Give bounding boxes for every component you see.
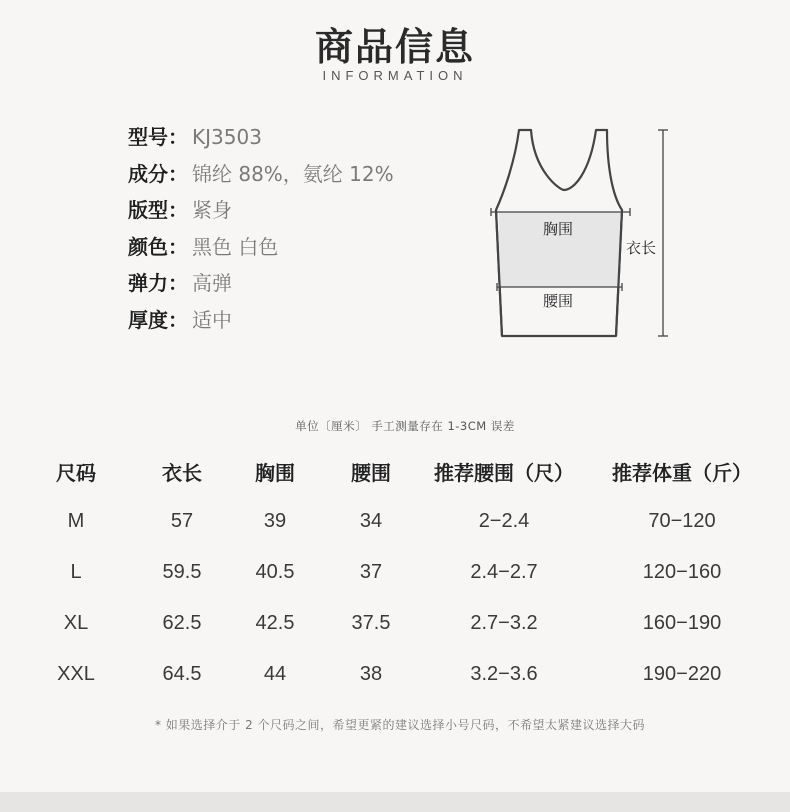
spec-label: 弹力： <box>128 271 188 295</box>
cell-recommended-waist: 2.7−3.2 <box>470 612 538 634</box>
unit-note: 单位〔厘米〕 手工测量存在 1-3CM 误差 <box>295 419 515 433</box>
header-chest: 胸围 <box>255 460 295 485</box>
cell-length: 64.5 <box>162 663 202 685</box>
header-length: 衣长 <box>162 460 202 485</box>
cell-length: 62.5 <box>162 612 202 634</box>
cell-recommended-weight: 190−220 <box>642 663 722 685</box>
spec-label: 成分： <box>128 161 188 186</box>
chest-label: 胸围 <box>542 220 574 238</box>
spec-label: 厚度： <box>128 307 188 332</box>
table-row <box>20 547 780 598</box>
size-table <box>20 446 780 700</box>
header-waist: 腰围 <box>351 460 391 485</box>
table-row <box>20 649 780 700</box>
cell-chest: 39 <box>263 510 287 532</box>
cell-length: 57 <box>170 510 194 532</box>
cell-waist: 34 <box>359 510 383 532</box>
spec-value: 适中 <box>192 307 232 332</box>
spec-value: 锦纶 88%，氨纶 12% <box>192 161 394 186</box>
spec-label: 颜色： <box>128 234 188 259</box>
cell-size: XL <box>63 612 89 634</box>
header-size: 尺码 <box>56 460 96 485</box>
cell-length: 59.5 <box>162 561 202 583</box>
cell-waist: 38 <box>359 663 383 685</box>
cell-recommended-weight: 120−160 <box>642 561 722 583</box>
cell-size: M <box>67 510 85 532</box>
spec-value: KJ3503 <box>192 125 262 149</box>
cell-chest: 42.5 <box>255 612 295 634</box>
table-row <box>20 496 780 547</box>
cell-waist: 37 <box>359 561 383 583</box>
cell-recommended-waist: 3.2−3.6 <box>470 663 538 685</box>
table-row <box>20 598 780 649</box>
header-recommended-weight: 推荐体重（斤） <box>612 460 752 485</box>
cell-recommended-weight: 160−190 <box>642 612 722 634</box>
waist-label: 腰围 <box>542 292 574 310</box>
page-subtitle: INFORMATION <box>322 68 468 83</box>
spec-value: 高弹 <box>192 271 232 295</box>
cell-size: L <box>70 561 82 583</box>
spec-label: 版型： <box>128 198 188 222</box>
sizing-footnote: * 如果选择介于 2 个尺码之间，希望更紧的建议选择小号尺码，不希望太紧建议选择大码 <box>154 718 646 732</box>
cell-chest: 44 <box>263 663 287 685</box>
cell-chest: 40.5 <box>255 561 295 583</box>
tank-top-measurement-diagram <box>0 0 790 360</box>
cell-size: XXL <box>57 663 95 685</box>
bottom-bar <box>0 792 790 812</box>
spec-label: 型号： <box>128 125 188 149</box>
cell-recommended-weight: 70−120 <box>648 510 716 532</box>
spec-value: 黑色 白色 <box>192 234 279 259</box>
page-title: 商品信息 <box>314 25 475 69</box>
header-recommended-waist: 推荐腰围（尺） <box>434 460 574 485</box>
cell-waist: 37.5 <box>351 612 391 634</box>
cell-recommended-waist: 2.4−2.7 <box>470 561 538 583</box>
size-table-header <box>20 446 780 496</box>
cell-recommended-waist: 2−2.4 <box>478 510 530 532</box>
spec-value: 紧身 <box>192 198 232 222</box>
length-label: 衣长 <box>625 239 657 257</box>
